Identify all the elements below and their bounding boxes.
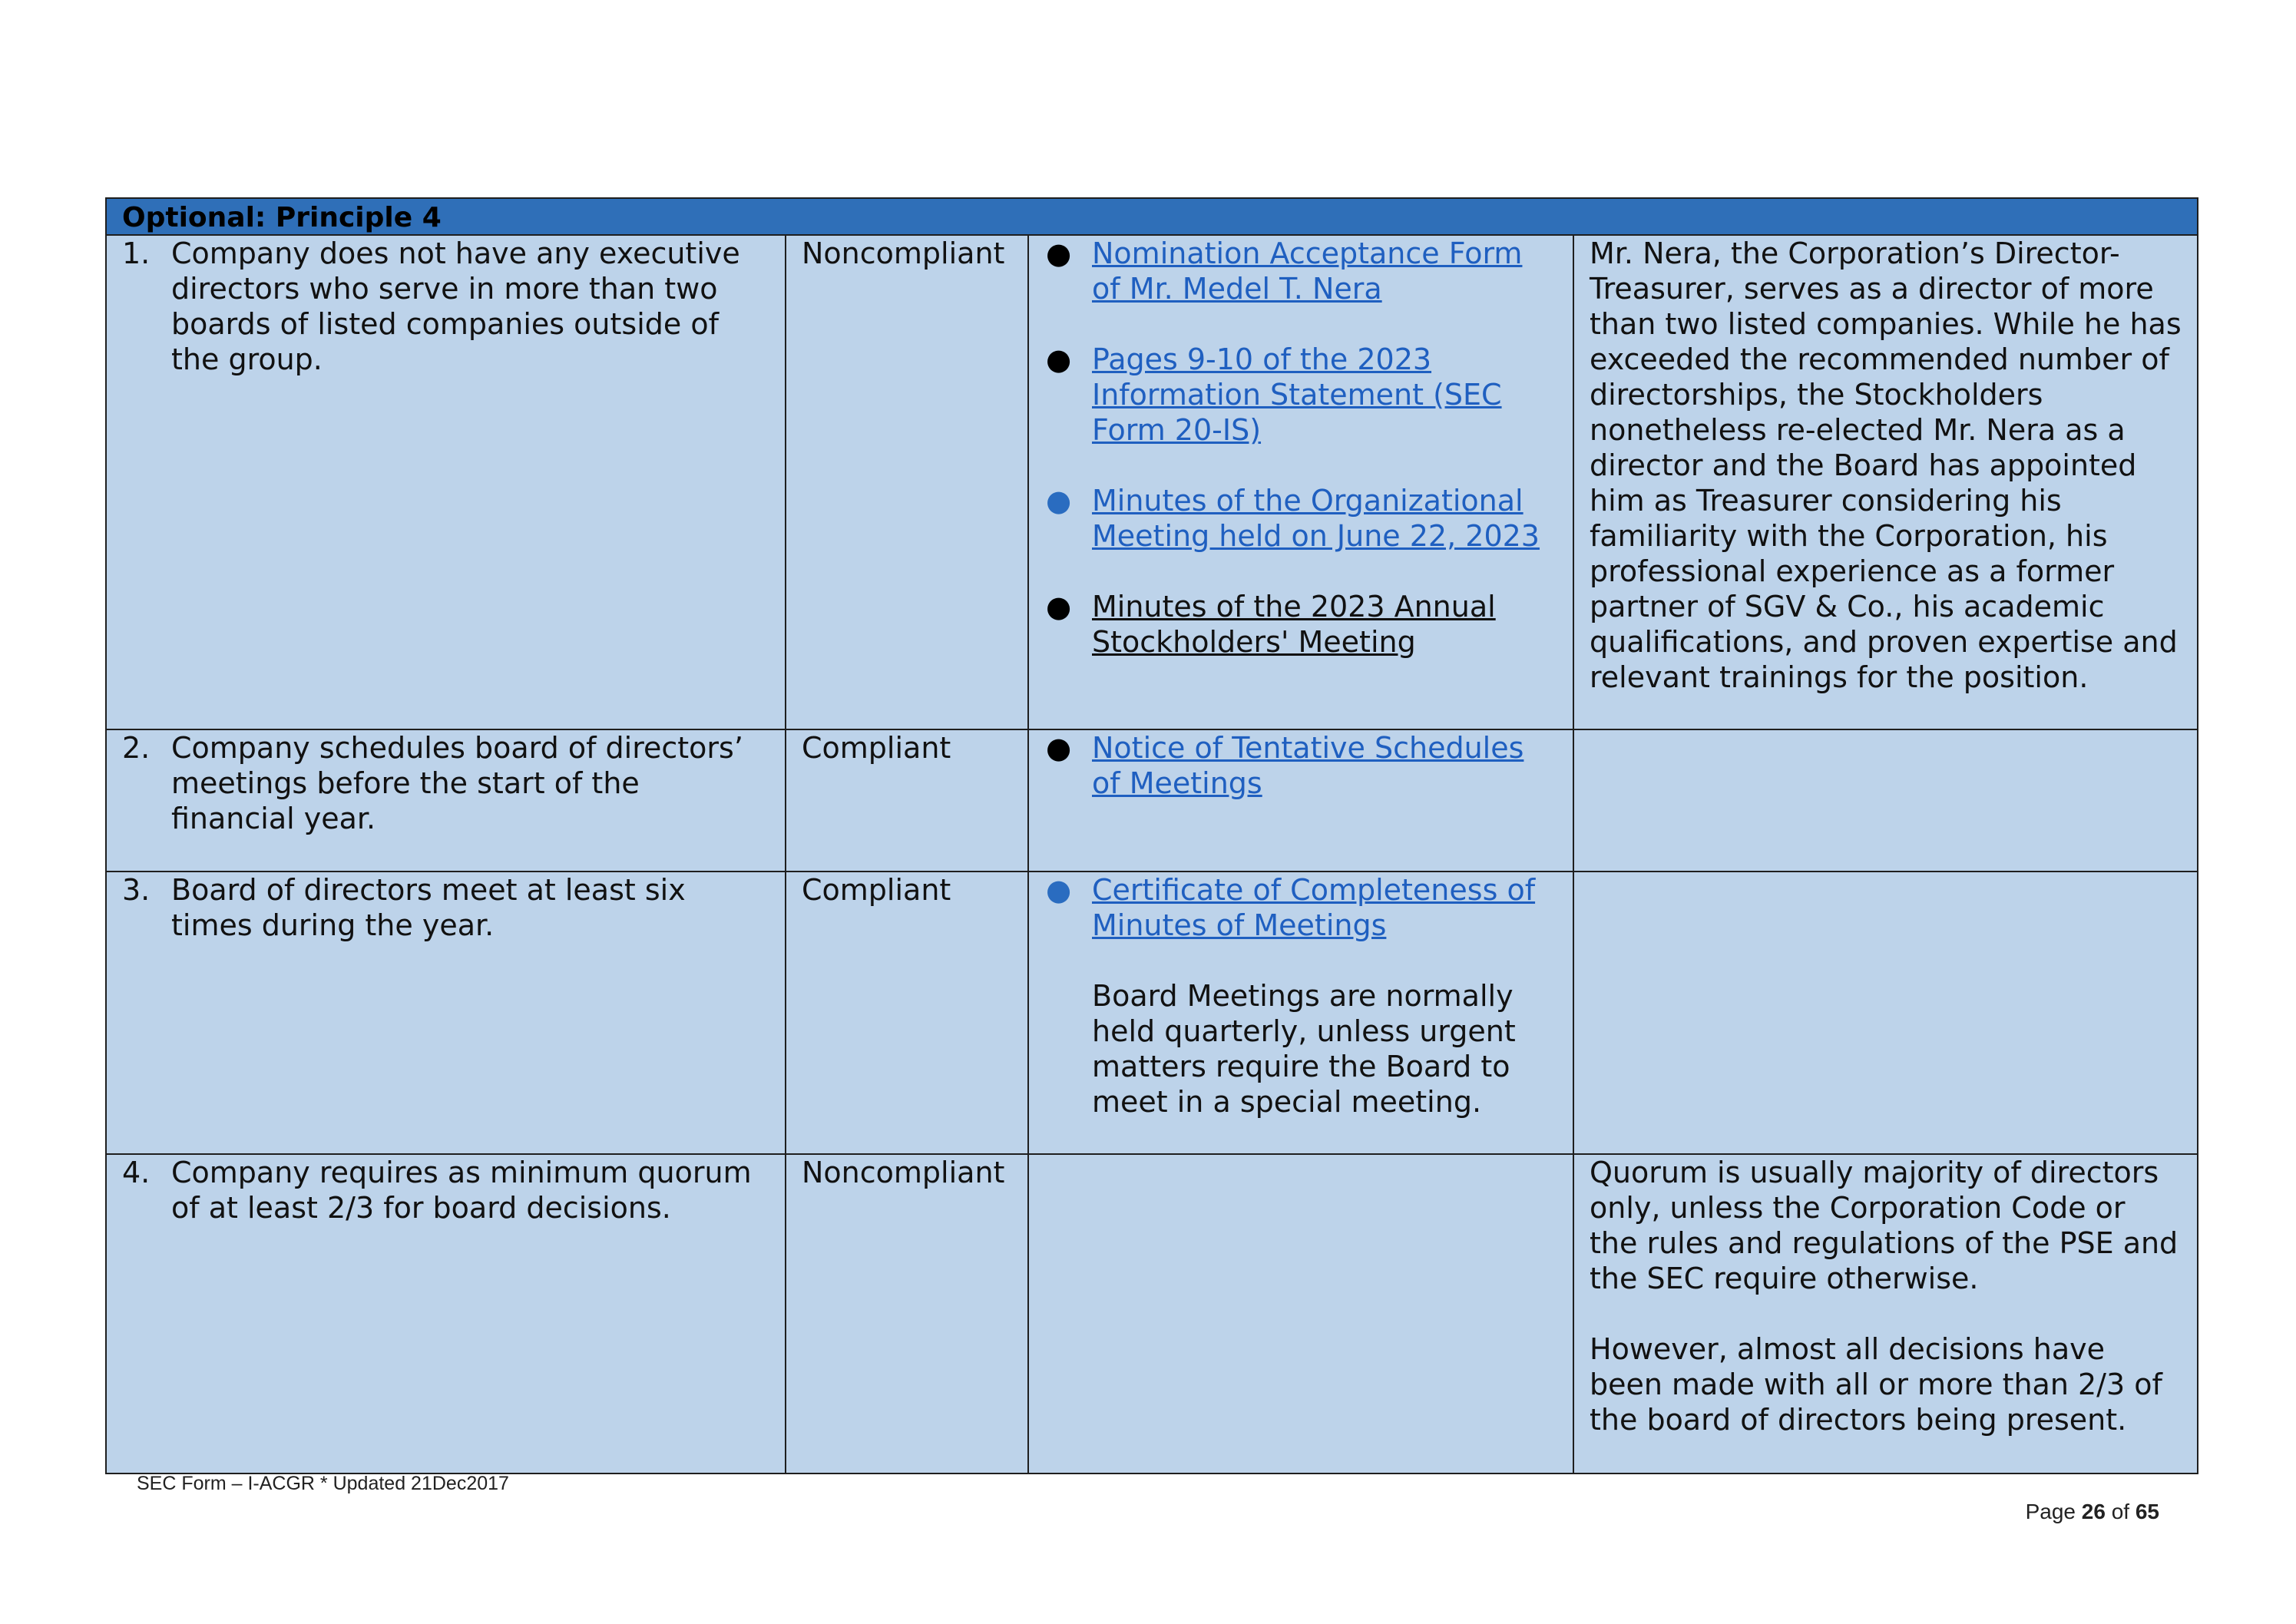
recommendation-text: Company schedules board of directors’ meetings before the start of the financial year. — [171, 731, 743, 835]
recommendation-cell — [106, 872, 786, 1154]
explanation-cell — [1573, 1154, 2198, 1474]
recommendation-cell — [106, 235, 786, 729]
section-title: Optional: Principle 4 — [106, 198, 2198, 235]
reference-link[interactable]: Notice of Tentative Schedules of Meetings — [1092, 731, 1524, 800]
explanation-paragraph: However, almost all decisions have been made with all or more than 2/3 of the board of directors being present. — [1590, 1332, 2162, 1437]
recommendation-text: Board of directors meet at least six times during the year. — [171, 873, 686, 942]
reference-link[interactable]: Certificate of Completeness of Minutes of Meetings — [1092, 873, 1536, 942]
recommendation-cell — [106, 729, 786, 872]
recommendation-text: Company does not have any executive directors who serve in more than two boards of listed companies outside of the group. — [171, 236, 740, 376]
row-number: 4. — [122, 1156, 151, 1189]
list-item — [1041, 236, 1557, 306]
reference-link[interactable]: Nomination Acceptance Form of Mr. Medel T. Nera — [1092, 236, 1523, 306]
status-cell: Compliant — [786, 729, 1028, 872]
references-cell — [1028, 1154, 1573, 1474]
references-cell — [1028, 235, 1573, 729]
table-row — [106, 729, 2198, 872]
bullet-icon: ● — [1046, 484, 1072, 518]
references-cell — [1028, 729, 1573, 872]
list-item — [1041, 342, 1557, 448]
table-row — [106, 872, 2198, 1154]
list-item — [1041, 483, 1557, 554]
reference-list — [1041, 730, 1557, 801]
reference-link[interactable]: Minutes of the Organizational Meeting held on June 22, 2023 — [1092, 484, 1540, 553]
explanation-cell — [1573, 729, 2198, 872]
page-current: 26 — [2081, 1500, 2106, 1523]
explanation-cell — [1573, 872, 2198, 1154]
explanation-cell: Mr. Nera, the Corporation’s Director-Treasurer, serves as a director of more than two listed companies. While he has exceeded the recommended number of directorships, the Stockholders nonetheless re-elected Mr. Nera as a director and the Board has appointed him as Treasurer considering his familiarity with the Corporation, his professional experience as a former partner of SGV & Co., his academic qualifications, and proven expertise and relevant trainings for the position. — [1573, 235, 2198, 729]
explanation-paragraph: Quorum is usually majority of directors only, unless the Corporation Code or the rules and regulations of the PSE and the SEC require otherwise. — [1590, 1156, 2179, 1295]
list-item — [1041, 589, 1557, 660]
table-row — [106, 235, 2198, 729]
row-number: 3. — [122, 873, 151, 907]
recommendation-text: Company requires as minimum quorum of at least 2/3 for board decisions. — [171, 1156, 752, 1225]
reference-list — [1041, 236, 1557, 660]
table-header-row — [106, 198, 2198, 235]
page-number — [2026, 1500, 2159, 1524]
page-total: 65 — [2135, 1500, 2159, 1523]
page-label: Page — [2025, 1500, 2076, 1523]
bullet-icon: ● — [1046, 873, 1072, 907]
reference-list — [1041, 872, 1557, 943]
status-cell: Compliant — [786, 872, 1028, 1154]
reference-link[interactable]: Minutes of the 2023 Annual Stockholders' Meeting — [1092, 590, 1496, 659]
page-of: of — [2111, 1500, 2130, 1523]
recommendation-cell — [106, 1154, 786, 1474]
list-item — [1041, 872, 1557, 943]
status-cell: Noncompliant — [786, 235, 1028, 729]
bullet-icon: ● — [1046, 590, 1072, 623]
status-cell: Noncompliant — [786, 1154, 1028, 1474]
references-cell — [1028, 872, 1573, 1154]
table-row — [106, 1154, 2198, 1474]
meeting-note: Board Meetings are normally held quarterly, unless urgent matters require the Board to meet in a special meeting. — [1092, 979, 1516, 1119]
bullet-icon: ● — [1046, 236, 1072, 270]
form-footer: SEC Form – I-ACGR * Updated 21Dec2017 — [137, 1473, 509, 1494]
principle-4-table — [105, 197, 2198, 1474]
reference-link[interactable]: Pages 9-10 of the 2023 Information Statement (SEC Form 20-IS) — [1092, 342, 1502, 447]
list-item — [1041, 730, 1557, 801]
bullet-icon: ● — [1046, 342, 1072, 376]
row-number: 1. — [122, 236, 151, 270]
bullet-icon: ● — [1046, 731, 1072, 765]
row-number: 2. — [122, 731, 151, 765]
